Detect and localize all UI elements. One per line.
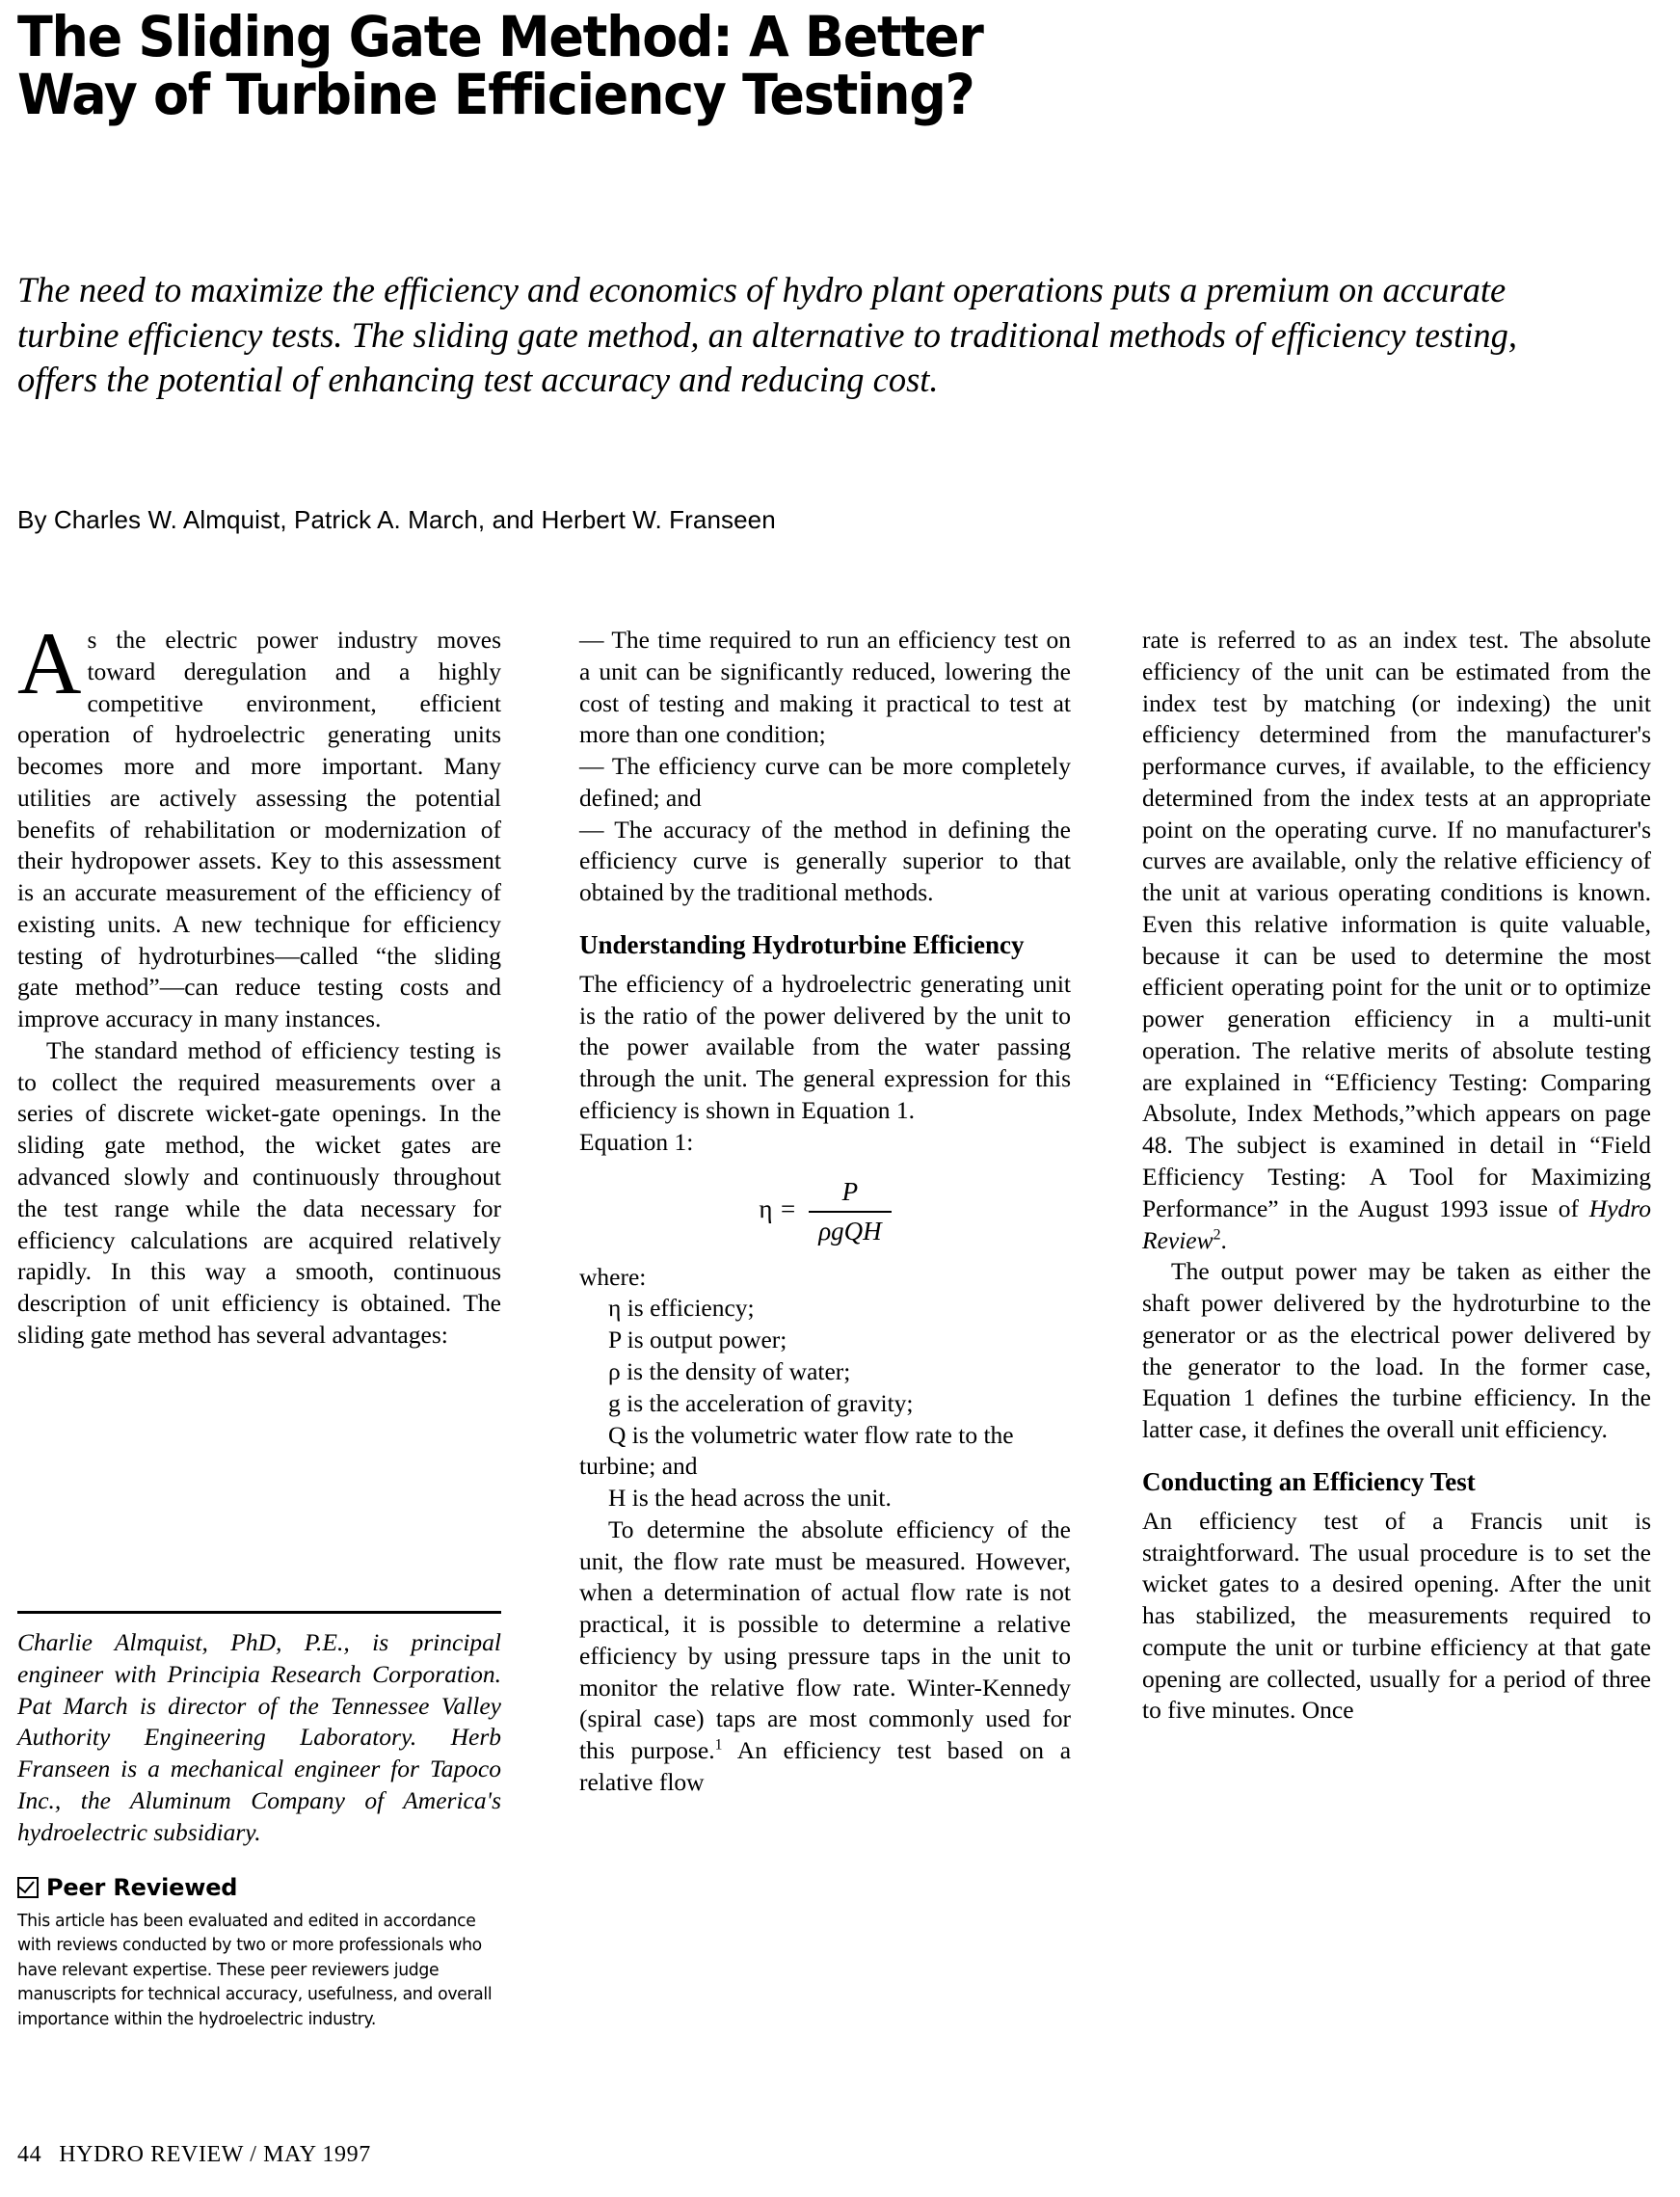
- column2-paragraph-1: The efficiency of a hydroelectric generating unit is the ratio of the power delivered by the unit to the power available from the water passing through the unit. The general expression for this efficiency is shown in Equation 1.: [579, 969, 1071, 1124]
- advantage-bullet-3: — The accuracy of the method in defining the efficiency curve is generally superior to that obtained by the traditional methods.: [579, 815, 1071, 907]
- peer-reviewed-box: [17, 1873, 507, 2033]
- where-item: Q is the volumetric water flow rate to the turbine; and: [579, 1420, 1014, 1481]
- equation-fraction: [809, 1175, 891, 1247]
- page-title: [17, 4, 1362, 128]
- peer-reviewed-label: Peer Reviewed: [46, 1874, 238, 1901]
- article-body: [17, 614, 1666, 2129]
- column1-paragraph-2: The standard method of efficiency testing is to collect the required measurements over a series of discrete wicket-gate openings. In the sliding gate method, the wicket gates are advanced slowly and continuously throughout the test range while the data necessary for efficiency calculations are acquired relatively rapidly. In this way a smooth, continuous description of unit efficiency is obtained. The sliding gate method has several advantages:: [17, 1035, 501, 1349]
- headline-line-2: Way of Turbine Efficiency Testing?: [17, 62, 974, 128]
- section-heading-conducting-an-efficiency-test: Conducting an Efficiency Test: [1142, 1466, 1476, 1496]
- where-item: η is efficiency;: [608, 1294, 755, 1323]
- column3-paragraph-2: The output power may be taken as either the shaft power delivered by the hydroturbine to the generator or as the electrical power delivered by the generator to the load. In the former case, Equation 1 defines the turbine efficiency. In the latter case, it defines the overall unit efficiency.: [1142, 1257, 1651, 1444]
- page-number: 44: [17, 2142, 42, 2167]
- body-column-2: [579, 625, 1071, 1799]
- column3-paragraph-1: [1142, 625, 1651, 1256]
- bio-divider: [17, 1611, 501, 1614]
- column2-paragraph-2-text: To determine the absolute efficiency of the unit, the flow rate must be measured. However, when a determination of actual flow rate is not practical, it is possible to determine a relative efficiency by using pressure taps in the unit to monitor the relative flow rate. Winter-Kennedy (spiral case) taps are most commonly used for this purpose.: [579, 1514, 1071, 1765]
- byline: By Charles W. Almquist, Patrick A. March, and Herbert W. Franseen: [17, 505, 776, 534]
- equation-label: Equation 1:: [579, 1127, 694, 1156]
- column3-paragraph-1-tail: .: [1220, 1225, 1227, 1254]
- peer-reviewed-heading: [17, 1873, 507, 1903]
- section-heading-understanding-hydroturbine-efficiency: Understanding Hydroturbine Efficiency: [579, 929, 1025, 959]
- body-column-1: [17, 614, 501, 2030]
- where-list: [579, 1293, 1071, 1514]
- equation-denominator: ρgQH: [818, 1217, 882, 1246]
- equation-1: [579, 1175, 1071, 1247]
- where-item: ρ is the density of water;: [608, 1357, 851, 1386]
- advantage-bullet-2: — The efficiency curve can be more completely defined; and: [579, 752, 1071, 812]
- body-column-3: [1142, 625, 1651, 1727]
- publication-title-mention: Hydro Review: [1142, 1193, 1651, 1254]
- peer-reviewed-body: This article has been evaluated and edited in accordance with reviews conducted by two or more professionals who have relevant expertise. These peer reviewers judge manuscripts for technical accuracy, usefulness, and overall importance within the hydroelectric industry.: [17, 1911, 493, 2030]
- article-deck: The need to maximize the efficiency and economics of hydro plant operations puts a premium on accurate turbine efficiency tests. The sliding gate method, an alternative to traditional methods of efficiency testing, offers the potential of enhancing test accuracy and reducing cost.: [17, 270, 1518, 400]
- column3-paragraph-3: An efficiency test of a Francis unit is straightforward. The usual procedure is to set the wicket gates to a desired opening. After the unit has stabilized, the measurements required to compute the unit or turbine efficiency at that gate opening are collected, usually for a period of three to five minutes. Once: [1142, 1506, 1651, 1725]
- footnote-ref-2: 2: [1213, 1226, 1221, 1244]
- page-footer: [17, 2142, 371, 2168]
- column1-paragraph-1: As the electric power industry moves toward deregulation and a highly competitive environment, efficient operation of hydroelectric generating units becomes more and more important. Many utilities are actively assessing the potential benefits of rehabilitation or modernization of their hydropower assets. Key to this assessment is an accurate measurement of the efficiency of existing units. A new technique for efficiency testing of hydroturbines—called “the sliding gate method”—can reduce testing costs and improve accuracy in many instances.: [17, 614, 501, 1033]
- equation-lhs: η: [759, 1194, 773, 1224]
- author-bio: Charlie Almquist, PhD, P.E., is principal engineer with Principia Research Corporation. Pat March is director of the Tennessee Valley Authority Engineering Laboratory. Herb Franseen is a mechanical engineer for Tapoco Inc., the Aluminum Company of America's hydroelectric subsidiary.: [17, 1628, 501, 1846]
- column3-paragraph-1-text: rate is referred to as an index test. The absolute efficiency of the unit can be estimated from the index test by matching (or indexing) the unit efficiency determined from the manufacturer's performance curves, if available, to the efficiency determined from the index tests at an appropriate point on the operating curve. If no manufacturer's curves are available, only the relative efficiency of the unit at various operating conditions is known. Even this relative information is quite valuable, because it can be used to determine the most efficient operating point for the unit or to optimize power generation efficiency in a multi-unit operation. The relative merits of absolute testing are explained in “Efficiency Testing: Comparing Absolute, Index Methods,”which appears on page 48. The subject is examined in detail in “Field Efficiency Testing: A Tool for Maximizing Performance” in the August 1993 issue of: [1142, 626, 1651, 1222]
- where-item: P is output power;: [608, 1326, 787, 1354]
- where-label: where:: [579, 1262, 647, 1291]
- footnote-ref-1: 1: [714, 1736, 723, 1754]
- publication-footer: HYDRO REVIEW / MAY 1997: [59, 2142, 371, 2167]
- headline-line-1: The Sliding Gate Method: A Better: [17, 4, 983, 69]
- checked-checkbox-icon: [17, 1877, 39, 1898]
- advantage-bullet-1: — The time required to run an efficiency test on a unit can be significantly reduced, lowering the cost of testing and making it practical to test at more than one condition;: [579, 626, 1071, 749]
- where-item: H is the head across the unit.: [608, 1484, 892, 1513]
- equation-numerator: P: [809, 1175, 891, 1213]
- column2-paragraph-2-tail: An efficiency test based on a relative flow: [579, 1736, 1072, 1796]
- column2-paragraph-2: [579, 1514, 1071, 1799]
- equation-equals: =: [779, 1194, 797, 1224]
- where-item: g is the acceleration of gravity;: [608, 1388, 914, 1417]
